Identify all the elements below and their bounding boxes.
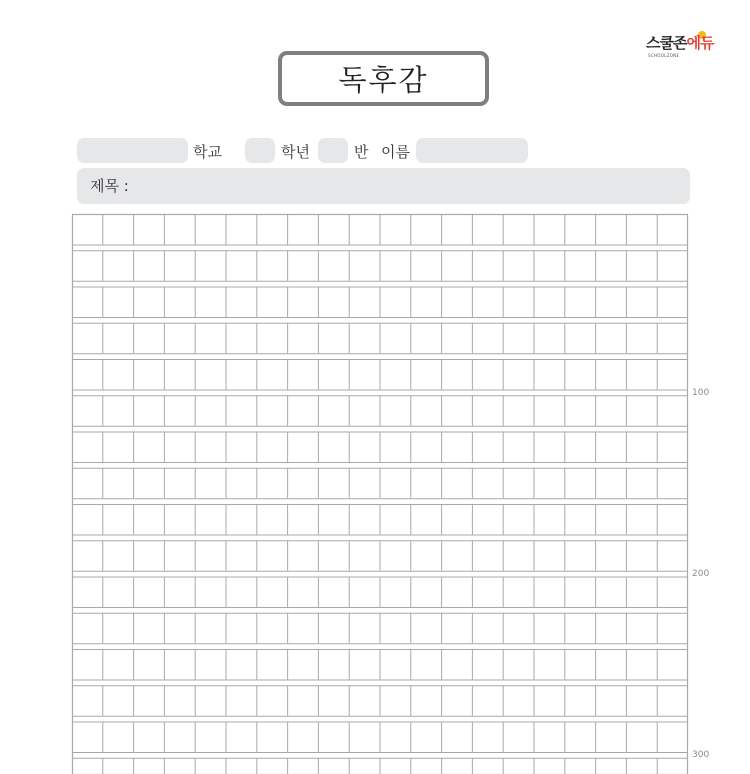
- char-counter: 200: [692, 569, 709, 579]
- char-counter: 300: [692, 750, 709, 760]
- name-input[interactable]: [416, 138, 528, 163]
- logo-text-accent: 에듀: [686, 34, 713, 52]
- class-label: 반: [354, 142, 369, 162]
- grid-row: [72, 250, 688, 281]
- grid-row: [72, 432, 688, 463]
- logo-text-main: 스쿨존: [646, 34, 686, 52]
- grid-row: [72, 395, 688, 426]
- school-input[interactable]: [77, 138, 188, 163]
- subject-field[interactable]: [77, 168, 690, 204]
- grade-label: 학년: [281, 142, 310, 162]
- logo-subtext: SCHOOLZONE: [648, 53, 679, 58]
- school-label: 학교: [193, 142, 222, 162]
- grid-row: [72, 214, 688, 245]
- grid-row: [72, 722, 688, 753]
- grid-row: [72, 468, 688, 499]
- grid-row: [72, 287, 688, 318]
- grid-row: [72, 649, 688, 680]
- page-title: 독후감: [278, 51, 489, 106]
- grid-row: [72, 613, 688, 644]
- class-input[interactable]: [318, 138, 348, 163]
- manuscript-grid[interactable]: [72, 214, 688, 774]
- grid-row: [72, 577, 688, 608]
- logo-wordmark: [646, 34, 713, 52]
- subject-label: 제목 :: [90, 176, 129, 196]
- schoolzone-logo: [646, 34, 722, 62]
- grid-row: [72, 540, 688, 571]
- grid-row: [72, 504, 688, 535]
- grid-row: [72, 323, 688, 354]
- grid-row: [72, 685, 688, 716]
- grade-input[interactable]: [245, 138, 275, 163]
- char-counter: 100: [692, 388, 709, 398]
- grid-row: [72, 758, 688, 774]
- grid-row: [72, 359, 688, 390]
- name-label: 이름: [381, 142, 410, 162]
